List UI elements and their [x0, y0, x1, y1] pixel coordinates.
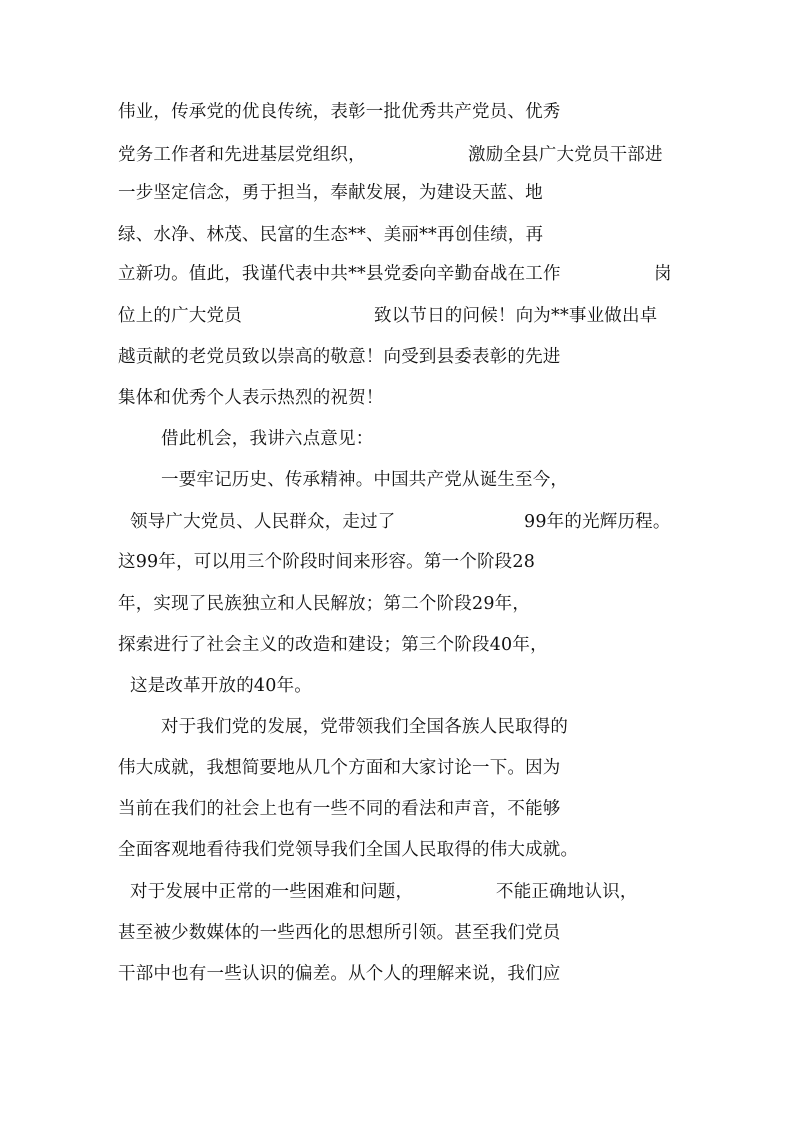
text-segment: 位上的广大党员 — [118, 306, 242, 326]
text-segment: 一步坚定信念，勇于担当，奉献发展，为建设天蓝、地 — [118, 183, 543, 203]
text-segment: 年，实现了民族独立和人民解放；第二个阶段29年， — [118, 594, 531, 614]
text-segment: 伟大成就，我想简要地从几个方面和大家讨论一下。因为 — [118, 758, 561, 778]
text-segment: 激励全县广大党员干部进 — [468, 145, 663, 165]
text-segment: 探索进行了社会主义的改造和建设；第三个阶段40年， — [118, 635, 548, 655]
text-segment: 岗 — [654, 264, 672, 284]
text-segment: 全面客观地看待我们党领导我们全国人民取得的伟大成就。 — [118, 840, 579, 860]
text-segment: 这99年，可以用三个阶段时间来形容。第一个阶段28 — [118, 552, 536, 572]
text-segment: 党务工作者和先进基层党组织， — [118, 145, 366, 165]
text-segment: 借此机会，我讲六点意见： — [161, 429, 374, 449]
text-segment: 这是改革开放的40年。 — [130, 676, 312, 696]
text-segment: 绿、水净、林茂、民富的生态**、美丽**再创佳绩，再 — [118, 225, 544, 245]
text-segment: 干部中也有一些认识的偏差。从个人的理解来说，我们应 — [118, 964, 561, 984]
text-segment: 一要牢记历史、传承精神。中国共产党从诞生至今， — [161, 470, 569, 490]
text-segment: 越贡献的老党员致以崇高的敬意！向受到县委表彰的先进 — [118, 347, 561, 367]
text-segment: 伟业，传承党的优良传统，表彰一批优秀共产党员、优秀 — [118, 102, 561, 122]
text-segment: 致以节日的问候！向为**事业做出卓 — [374, 306, 658, 326]
text-segment: 领导广大党员、人民群众，走过了 — [130, 512, 396, 532]
text-segment: 立新功。值此，我谨代表中共**县党委向辛勤奋战在工作 — [118, 264, 561, 284]
text-segment: 当前在我们的社会上也有一些不同的看法和声音，不能够 — [118, 799, 561, 819]
text-segment: 对于发展中正常的一些困难和问题， — [130, 882, 414, 902]
text-segment: 集体和优秀个人表示热烈的祝贺！ — [118, 388, 384, 408]
text-segment: 不能正确地认识， — [496, 882, 638, 902]
text-segment: 99年的光辉历程。 — [524, 512, 671, 532]
text-segment: 甚至被少数媒体的一些西化的思想所引领。甚至我们党员 — [118, 923, 561, 943]
text-segment: 对于我们党的发展，党带领我们全国各族人民取得的 — [161, 717, 569, 737]
